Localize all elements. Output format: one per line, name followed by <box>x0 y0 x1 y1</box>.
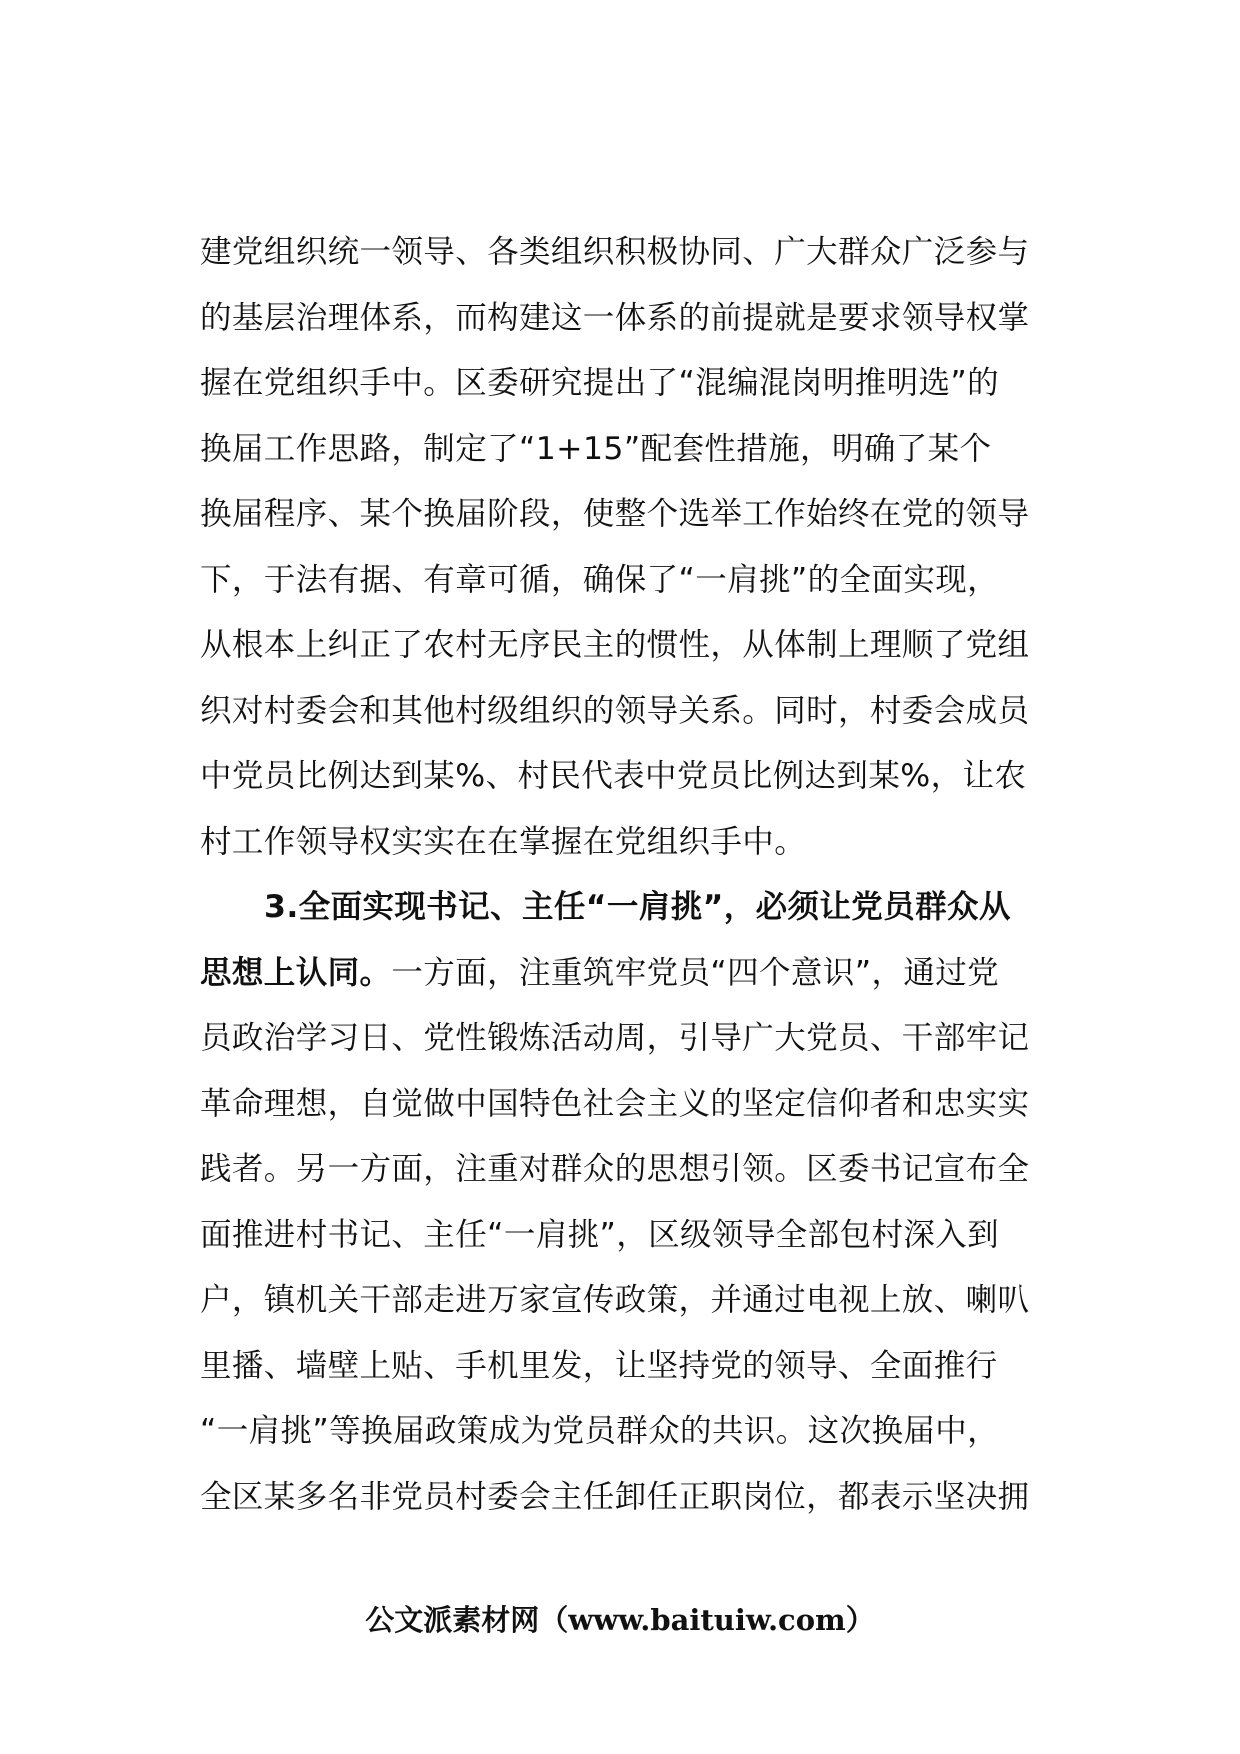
section-heading-continuation <box>200 941 1076 1007</box>
paragraph-line: 村工作领导权实实在在掌握在党组织手中。 <box>200 823 807 860</box>
page-footer: 公文派素材网（www.baituiw.com） <box>365 1603 875 1637</box>
paragraph-line: 从根本上纠正了农村无序民主的惯性，从体制上理顺了党组 <box>200 627 1030 663</box>
section-paragraph-line: 践者。另一方面，注重对群众的思想引领。区委书记宣布全 <box>200 1151 1030 1187</box>
paragraph-line: 换届程序、某个换届阶段，使整个选举工作始终在党的领导 <box>200 496 1030 532</box>
paragraph-line: 织对村委会和其他村级组织的领导关系。同时，村委会成员 <box>200 692 1030 729</box>
section-paragraph-line: 户，镇机关干部走进万家宣传政策，并通过电视上放、喇叭 <box>200 1282 1030 1318</box>
section-paragraph-line: 里播、墙壁上贴、手机里发，让坚持党的领导、全面推行 <box>200 1347 998 1384</box>
paragraph-line: 的基层治理体系，而构建这一体系的前提就是要求领导权掌 <box>200 299 1030 336</box>
section-paragraph-line: “一肩挑”等换届政策成为党员群众的共识。这次换届中， <box>200 1413 1000 1449</box>
paragraph-line: 建党组织统一领导、各类组织积极协同、广大群众广泛参与 <box>200 234 1030 270</box>
paragraph-line: 下，于法有据、有章可循，确保了“一肩挑”的全面实现， <box>200 561 1000 598</box>
paragraph-line: 握在党组织手中。区委研究提出了“混编混岗明推明选”的 <box>200 365 1000 401</box>
paragraph-line: 中党员比例达到某%、村民代表中党员比例达到某%，让农 <box>200 758 1027 794</box>
section-heading: 3.全面实现书记、主任“一肩挑”，必须让党员群众从 <box>264 889 1011 925</box>
section-paragraph-line: 员政治学习日、党性锻炼活动周，引导广大党员、干部牢记 <box>200 1020 1030 1056</box>
section-paragraph-start: 一方面，注重筑牢党员“四个意识”，通过党 <box>391 954 1000 991</box>
section-heading-bold: 思想上认同。 <box>200 954 392 991</box>
body-text <box>200 220 1076 1530</box>
section-paragraph-line: 革命理想，自觉做中国特色社会主义的坚定信仰者和忠实实 <box>200 1085 1030 1122</box>
section-paragraph-line: 面推进村书记、主任“一肩挑”，区级领导全部包村深入到 <box>200 1216 1000 1253</box>
section-paragraph-line: 全区某多名非党员村委会主任卸任正职岗位，都表示坚决拥 <box>200 1478 1030 1515</box>
paragraph-line: 换届工作思路，制定了“1+15”配套性措施，明确了某个 <box>200 430 992 467</box>
